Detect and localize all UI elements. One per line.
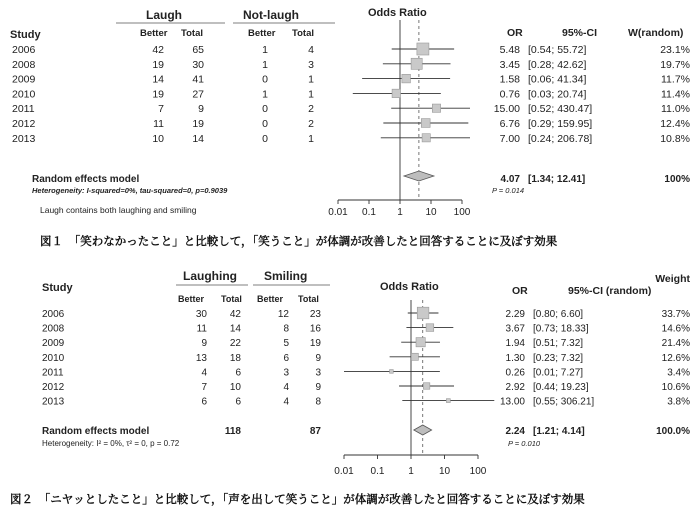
odds-ratio: 15.00 — [493, 103, 520, 116]
confidence-interval: [0.01; 7.27] — [533, 367, 584, 379]
confidence-interval: [0.80; 6.60] — [533, 309, 584, 320]
x-tick-label: 0.1 — [370, 466, 385, 477]
group2-total: 2 — [308, 118, 314, 130]
summary-label: Random effects model — [32, 174, 140, 185]
figure-caption: 図２ 「ニヤッとしたこと」と比較して，「声を出して笑うこと」が体調が改善したと回答することに及ぼす効果 — [10, 492, 585, 506]
group2-better: 0 — [262, 132, 268, 145]
group1-header: Laughing — [183, 269, 237, 283]
study-header: Study — [42, 282, 73, 294]
group2-total: 16 — [309, 323, 321, 335]
better-header-2: Better — [257, 294, 284, 304]
group1-total: 19 — [192, 118, 204, 130]
group2-better: 5 — [283, 338, 289, 350]
x-tick-label: 1 — [408, 466, 414, 477]
group2-better: 4 — [283, 382, 289, 393]
odds-ratio: 3.67 — [505, 323, 525, 335]
group1-better: 9 — [201, 338, 207, 350]
summary-ci: [1.21; 4.14] — [533, 426, 585, 437]
group2-total: 2 — [308, 103, 314, 116]
group1-better: 11 — [153, 118, 164, 130]
x-tick-label: 10 — [425, 207, 437, 218]
total-header-1: Total — [221, 294, 242, 304]
study-estimate-square — [416, 338, 425, 347]
group1-better: 11 — [196, 323, 207, 335]
confidence-interval: [0.52; 430.47] — [528, 103, 593, 116]
group1-better: 6 — [201, 396, 207, 408]
figure-caption: 図１ 「笑わなかったこと」と比較して，「笑うこと」が体調が改善したと回答することに及ぼす効果 — [40, 234, 558, 248]
weight: 12.6% — [661, 352, 690, 364]
study-year: 2010 — [12, 88, 36, 101]
odds-ratio: 13.00 — [499, 396, 525, 408]
weight: 11.7% — [661, 73, 690, 86]
weight: 3.8% — [667, 396, 690, 408]
group1-total: 6 — [235, 396, 241, 408]
group2-better: 12 — [277, 309, 289, 320]
group2-total: 9 — [315, 352, 321, 364]
confidence-interval: [0.44; 19.23] — [533, 382, 589, 393]
group2-total: 3 — [308, 58, 314, 71]
weight: 21.4% — [661, 338, 690, 350]
x-tick-label: 0.1 — [362, 207, 376, 218]
group1-total: 14 — [192, 132, 204, 145]
confidence-interval: [0.24; 206.78] — [528, 132, 593, 145]
group1-total: 6 — [235, 367, 241, 379]
study-year: 2010 — [42, 352, 65, 364]
weight: 14.6% — [661, 323, 690, 335]
total-header-1: Total — [181, 28, 203, 39]
study-estimate-square — [426, 324, 434, 332]
group2-better: 1 — [262, 88, 268, 101]
study-year: 2008 — [12, 58, 36, 71]
group1-better: 19 — [152, 58, 164, 71]
group1-total: 27 — [192, 88, 204, 101]
study-year: 2013 — [12, 132, 36, 145]
confidence-interval: [0.73; 18.33] — [533, 323, 589, 335]
odds-ratio: 1.58 — [499, 73, 520, 86]
summary-or: 2.24 — [505, 426, 525, 437]
confidence-interval: [0.29; 159.95] — [528, 118, 593, 130]
x-tick-label: 0.01 — [328, 207, 348, 218]
x-tick-label: 100 — [469, 466, 487, 477]
study-estimate-square — [423, 383, 430, 390]
summary-total-1: 118 — [224, 426, 241, 437]
group2-better: 1 — [262, 44, 268, 56]
group1-better: 42 — [152, 44, 164, 56]
group1-better: 10 — [152, 132, 164, 145]
x-tick-label: 100 — [453, 207, 471, 218]
study-year: 2013 — [42, 396, 65, 408]
confidence-interval: [0.03; 20.74] — [528, 88, 587, 101]
group2-total: 9 — [315, 382, 321, 393]
group1-total: 42 — [229, 309, 241, 320]
study-year: 2009 — [12, 73, 36, 86]
group2-better: 3 — [283, 367, 289, 379]
group1-better: 19 — [152, 88, 164, 101]
better-header-1: Better — [178, 294, 205, 304]
group2-total: 1 — [308, 132, 314, 145]
panel-2 — [10, 269, 690, 506]
study-rows — [42, 309, 690, 408]
note-text: Laugh contains both laughing and smiling — [40, 205, 197, 215]
weight: 3.4% — [667, 367, 690, 379]
odds-ratio: 2.92 — [505, 382, 525, 393]
odds-ratio: 7.00 — [499, 132, 520, 145]
summary-weight: 100.0% — [656, 426, 690, 437]
odds-ratio: 0.26 — [505, 367, 525, 379]
group2-better: 1 — [262, 58, 268, 71]
group1-total: 41 — [192, 73, 204, 86]
group1-better: 30 — [195, 309, 207, 320]
confidence-interval: [0.54; 55.72] — [528, 44, 587, 56]
group1-better: 7 — [201, 382, 207, 393]
axis-title: Odds Ratio — [380, 281, 439, 293]
odds-ratio: 1.30 — [505, 352, 525, 364]
group2-total: 8 — [315, 396, 321, 408]
group2-better: 0 — [262, 118, 268, 130]
better-header-1: Better — [140, 28, 168, 39]
weight: 11.0% — [661, 103, 690, 116]
ci-header: 95%-CI (random) — [568, 285, 652, 297]
study-year: 2011 — [42, 367, 64, 379]
group1-total: 10 — [229, 382, 241, 393]
confidence-interval: [0.28; 42.62] — [528, 58, 587, 71]
x-tick-label: 10 — [438, 466, 451, 477]
forest-plot-area — [328, 20, 471, 218]
ci-header: 95%-CI — [562, 27, 598, 39]
weight: 10.6% — [661, 382, 690, 393]
confidence-interval: [0.51; 7.32] — [533, 338, 584, 350]
total-header-2: Total — [298, 294, 319, 304]
odds-ratio: 6.76 — [499, 118, 520, 130]
study-estimate-square — [432, 104, 440, 112]
weight-header: Weight — [655, 273, 690, 285]
forest-plot-area — [334, 300, 494, 477]
x-tick-label: 0.01 — [334, 466, 354, 477]
group1-better: 4 — [201, 367, 207, 379]
study-estimate-square — [411, 58, 422, 69]
study-estimate-square — [411, 353, 418, 360]
group1-total: 14 — [229, 323, 241, 335]
weight: 19.7% — [660, 58, 690, 71]
summary-diamond — [404, 171, 434, 181]
study-estimate-square — [392, 89, 400, 97]
odds-ratio: 5.48 — [499, 44, 520, 56]
study-year: 2006 — [12, 44, 36, 56]
axis-title: Odds Ratio — [368, 7, 427, 19]
heterogeneity-text: Heterogeneity: I² = 0%, τ² = 0, p = 0.72 — [42, 439, 180, 448]
weight: 10.8% — [660, 132, 690, 145]
confidence-interval: [0.23; 7.32] — [533, 352, 584, 364]
odds-ratio: 0.76 — [499, 88, 520, 101]
group2-header: Not-laugh — [243, 8, 299, 22]
study-header: Study — [10, 29, 41, 41]
group1-total: 9 — [198, 103, 204, 116]
or-header: OR — [512, 285, 528, 297]
group2-total: 3 — [315, 367, 321, 379]
summary-diamond — [414, 425, 432, 435]
study-year: 2009 — [42, 338, 65, 350]
weight: 11.4% — [661, 88, 690, 101]
odds-ratio: 1.94 — [505, 338, 525, 350]
group1-better: 14 — [152, 73, 164, 86]
odds-ratio: 3.45 — [499, 58, 520, 71]
weight: 33.7% — [661, 309, 690, 320]
study-year: 2012 — [12, 118, 36, 130]
study-estimate-square — [417, 307, 429, 319]
summary-total-2: 87 — [309, 426, 321, 437]
group2-header: Smiling — [264, 269, 308, 283]
study-estimate-square — [421, 119, 430, 128]
summary-label: Random effects model — [42, 426, 150, 437]
odds-ratio: 2.29 — [505, 309, 525, 320]
weight: 23.1% — [660, 44, 690, 56]
group2-better: 0 — [262, 103, 268, 116]
study-estimate-square — [422, 134, 430, 142]
group2-total: 19 — [309, 338, 321, 350]
study-year: 2006 — [42, 309, 65, 320]
group1-total: 30 — [192, 58, 204, 71]
weight: 12.4% — [660, 118, 690, 130]
group2-better: 4 — [283, 396, 289, 408]
panel-1 — [10, 7, 690, 248]
group2-better: 6 — [283, 352, 289, 364]
study-estimate-square — [390, 370, 394, 374]
confidence-interval: [0.06; 41.34] — [528, 73, 587, 86]
study-rows — [12, 44, 690, 145]
group1-header: Laugh — [146, 8, 182, 22]
study-year: 2011 — [12, 103, 35, 116]
group2-total: 1 — [308, 73, 314, 86]
confidence-interval: [0.55; 306.21] — [533, 396, 595, 408]
weight-header: W(random) — [628, 27, 684, 39]
better-header-2: Better — [248, 28, 276, 39]
group1-better: 7 — [158, 103, 164, 116]
group2-total: 1 — [308, 88, 314, 101]
group2-better: 0 — [262, 73, 268, 86]
p-value: P = 0.010 — [508, 439, 541, 448]
heterogeneity-text: Heterogeneity: I-squared=0%, tau-squared=0, p=0.9039 — [32, 186, 228, 195]
group1-better: 13 — [195, 352, 207, 364]
study-estimate-square — [402, 74, 411, 83]
group2-better: 8 — [283, 323, 289, 335]
summary-ci: [1.34; 12.41] — [528, 174, 586, 185]
group2-total: 4 — [308, 44, 314, 56]
total-header-2: Total — [292, 28, 314, 39]
group2-total: 23 — [309, 309, 321, 320]
or-header: OR — [507, 27, 523, 39]
study-estimate-square — [446, 399, 450, 403]
p-value: P = 0.014 — [492, 186, 525, 195]
study-year: 2008 — [42, 323, 65, 335]
x-tick-label: 1 — [397, 207, 403, 218]
summary-or: 4.07 — [500, 174, 520, 185]
study-estimate-square — [417, 43, 429, 55]
group1-total: 65 — [192, 44, 204, 56]
group1-total: 18 — [229, 352, 241, 364]
study-year: 2012 — [42, 382, 65, 393]
group1-total: 22 — [229, 338, 241, 350]
summary-weight: 100% — [664, 174, 690, 185]
